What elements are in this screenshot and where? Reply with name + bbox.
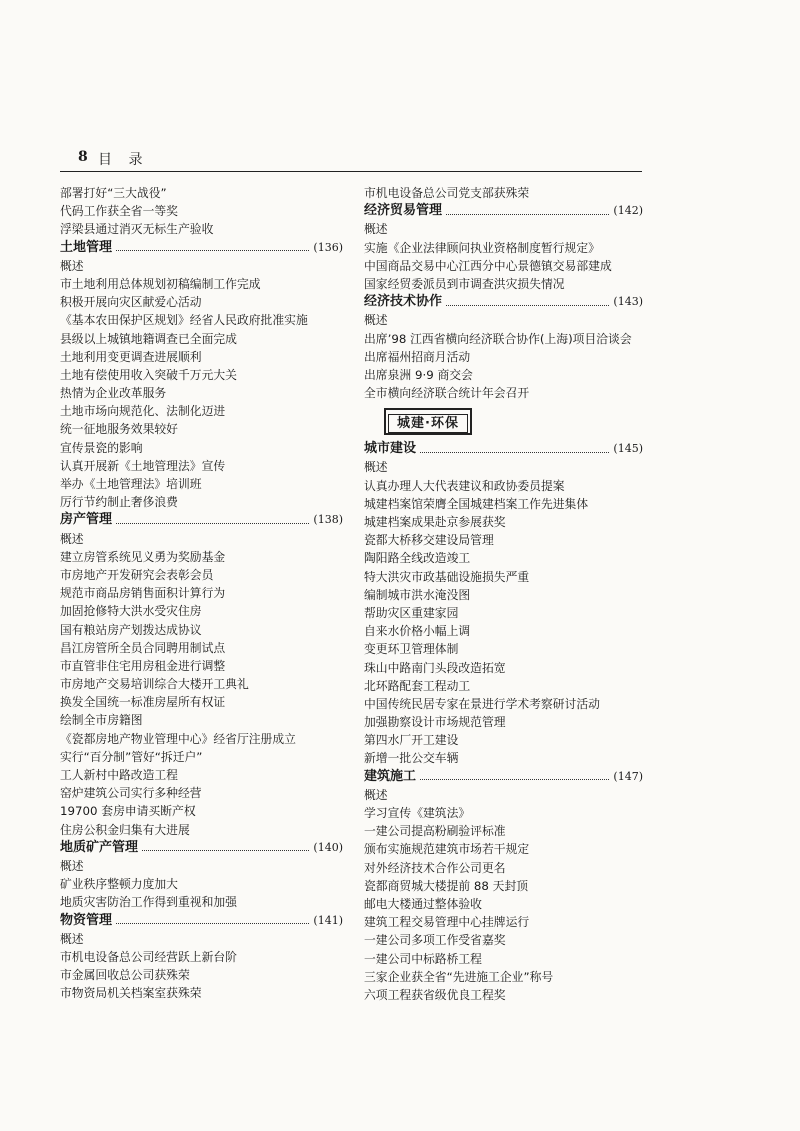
toc-item[interactable]: 地质灾害防治工作得到重视和加强 bbox=[60, 895, 237, 910]
section-title: 房产管理 bbox=[60, 512, 113, 528]
toc-item[interactable]: 新增一批公交车辆 bbox=[364, 751, 459, 766]
toc-item[interactable]: 积极开展向灾区献爱心活动 bbox=[60, 295, 202, 310]
toc-item[interactable]: 统一征地服务效果较好 bbox=[60, 422, 178, 437]
toc-item[interactable]: 概述 bbox=[60, 931, 84, 946]
toc-item[interactable]: 举办《土地管理法》培训班 bbox=[60, 477, 202, 491]
dot-leader bbox=[116, 923, 309, 924]
toc-item[interactable]: 瓷都商贸城大楼提前 88 天封顶 bbox=[364, 878, 529, 893]
dot-leader bbox=[142, 850, 309, 851]
toc-item[interactable]: 部署打好“三大战役” bbox=[60, 186, 167, 200]
toc-item[interactable]: 颁布实施规范建筑市场若干规定 bbox=[364, 842, 530, 857]
dot-leader bbox=[446, 305, 609, 306]
toc-item[interactable]: 认真办理人大代表建议和政协委员提案 bbox=[364, 478, 565, 493]
toc-item[interactable]: 19700 套房申请买断产权 bbox=[60, 804, 196, 819]
toc-item[interactable]: 编制城市洪水淹没图 bbox=[364, 587, 471, 602]
toc-item[interactable]: 陶阳路全线改造竣工 bbox=[364, 551, 471, 566]
page-header bbox=[60, 149, 642, 172]
toc-item[interactable]: 六项工程获省级优良工程奖 bbox=[364, 987, 506, 1002]
toc-item[interactable]: 概述 bbox=[364, 787, 388, 802]
section-page-number: (143) bbox=[613, 295, 643, 309]
toc-item[interactable]: 建筑工程交易管理中心挂牌运行 bbox=[364, 915, 530, 930]
toc-item[interactable]: 一建公司中标路桥工程 bbox=[364, 951, 482, 966]
toc-item[interactable]: 《瓷都房地产物业管理中心》经省厅注册成立 bbox=[60, 731, 296, 746]
section-page-number: (145) bbox=[613, 442, 643, 456]
toc-item[interactable]: 县级以上城镇地籍调查已全面完成 bbox=[60, 331, 237, 346]
toc-item[interactable]: 市物资局机关档案室获殊荣 bbox=[60, 986, 202, 1001]
dot-leader bbox=[420, 452, 609, 453]
toc-item[interactable]: 国家经贸委派员到市调查洪灾损失情况 bbox=[364, 276, 565, 291]
toc-item[interactable]: 城建档案馆荣膺全国城建档案工作先进集体 bbox=[364, 496, 589, 511]
toc-item[interactable]: 加固抢修特大洪水受灾住房 bbox=[60, 604, 202, 619]
toc-item[interactable]: 工人新村中路改造工程 bbox=[60, 768, 178, 782]
section-title: 物资管理 bbox=[60, 912, 113, 928]
toc-item[interactable]: 珠山中路南门头段改造拓宽 bbox=[364, 660, 506, 675]
section-page-number: (136) bbox=[313, 240, 343, 254]
toc-item[interactable]: 土地有偿使用收入突破千万元大关 bbox=[60, 367, 237, 382]
category-banner-row bbox=[364, 402, 643, 440]
toc-item[interactable]: 浮梁县通过消灭无标生产验收 bbox=[60, 222, 214, 237]
toc-item[interactable]: 全市横向经济联合统计年会召开 bbox=[364, 386, 530, 401]
toc-item[interactable]: 特大洪灾市政基础设施损失严重 bbox=[364, 569, 530, 584]
toc-item[interactable]: 对外经济技术合作公司更名 bbox=[364, 860, 506, 875]
section-title: 地质矿产管理 bbox=[60, 839, 139, 855]
dot-leader bbox=[446, 214, 609, 215]
section-title: 城市建设 bbox=[364, 441, 417, 457]
toc-item[interactable]: 昌江房管所全员合同聘用制试点 bbox=[60, 640, 226, 655]
toc-item[interactable]: 加强勘察设计市场规范管理 bbox=[364, 715, 506, 730]
toc-section[interactable] bbox=[364, 202, 643, 220]
toc-item[interactable]: 矿业秩序整顿力度加大 bbox=[60, 877, 178, 892]
toc-section[interactable] bbox=[364, 293, 643, 311]
toc-item[interactable]: 城建档案成果赴京参展获奖 bbox=[364, 515, 506, 529]
toc-item[interactable]: 中国传统民居专家在景进行学术考察研讨活动 bbox=[364, 696, 600, 711]
toc-item[interactable]: 市金属回收总公司获殊荣 bbox=[60, 968, 190, 983]
toc-section[interactable] bbox=[60, 839, 343, 857]
toc-item[interactable]: 规范市商品房销售面积计算行为 bbox=[60, 586, 226, 601]
category-banner-label: 城建·环保 bbox=[388, 414, 468, 433]
section-title: 土地管理 bbox=[60, 239, 113, 255]
toc-item[interactable]: 绘制全市房籍图 bbox=[60, 713, 143, 728]
toc-item[interactable]: 出席泉洲 9·9 商交会 bbox=[364, 367, 473, 382]
toc-item[interactable]: 宣传景瓷的影响 bbox=[60, 440, 143, 455]
left-column bbox=[60, 184, 343, 1002]
right-column bbox=[364, 184, 643, 1004]
category-banner bbox=[384, 408, 472, 435]
section-page-number: (141) bbox=[313, 913, 343, 927]
toc-item[interactable]: 市机电设备总公司党支部获殊荣 bbox=[364, 186, 530, 200]
dot-leader bbox=[420, 779, 609, 780]
toc-item[interactable]: 概述 bbox=[60, 258, 84, 273]
toc-item[interactable]: 学习宣传《建筑法》 bbox=[364, 806, 471, 820]
toc-item[interactable]: 《基本农田保护区规划》经省人民政府批准实施 bbox=[60, 313, 308, 328]
toc-item[interactable]: 市房地产交易培训综合大楼开工典礼 bbox=[60, 677, 249, 692]
toc-section[interactable] bbox=[364, 440, 643, 458]
toc-item[interactable]: 实行“百分制”管好“拆迁户” bbox=[60, 749, 203, 764]
toc-item[interactable]: 建立房管系统见义勇为奖励基金 bbox=[60, 549, 226, 564]
toc-item[interactable]: 帮助灾区重建家园 bbox=[364, 605, 459, 620]
toc-item[interactable]: 出席’98 江西省横向经济联合协作(上海)项目洽谈会 bbox=[364, 331, 632, 346]
toc-item[interactable]: 土地市场向规范化、法制化迈进 bbox=[60, 404, 226, 419]
page-number: 8 bbox=[78, 149, 88, 165]
section-page-number: (140) bbox=[313, 840, 343, 854]
toc-item[interactable]: 变更环卫管理体制 bbox=[364, 642, 459, 657]
toc-item[interactable]: 出席福州招商月活动 bbox=[364, 349, 471, 364]
toc-item[interactable]: 概述 bbox=[364, 313, 388, 328]
toc-item[interactable]: 认真开展新《土地管理法》宣传 bbox=[60, 458, 226, 473]
toc-item[interactable]: 实施《企业法律顾问执业资格制度暂行规定》 bbox=[364, 240, 600, 255]
section-page-number: (142) bbox=[613, 204, 643, 218]
toc-item[interactable]: 中国商品交易中心江西分中心景德镇交易部建成 bbox=[364, 258, 612, 273]
toc-item[interactable]: 国有粮站房产划拨达成协议 bbox=[60, 622, 202, 637]
toc-item[interactable]: 代码工作获全省一等奖 bbox=[60, 204, 178, 219]
toc-item[interactable]: 市房地产开发研究会表彰会员 bbox=[60, 567, 214, 582]
section-page-number: (147) bbox=[613, 769, 643, 783]
toc-section[interactable] bbox=[60, 239, 343, 257]
toc-item[interactable]: 市直管非住宅用房租金进行调整 bbox=[60, 658, 226, 673]
page-title: 目 录 bbox=[98, 152, 149, 168]
dot-leader bbox=[116, 250, 309, 251]
section-page-number: (138) bbox=[313, 513, 343, 527]
toc-item[interactable]: 厉行节约制止奢侈浪费 bbox=[60, 495, 178, 510]
dot-leader bbox=[116, 523, 309, 524]
toc-item[interactable]: 北环路配套工程动工 bbox=[364, 678, 471, 693]
toc-item[interactable]: 换发全国统一标准房屋所有权证 bbox=[60, 695, 226, 710]
toc-item[interactable]: 概述 bbox=[364, 460, 388, 475]
toc-item[interactable]: 热情为企业改革服务 bbox=[60, 386, 167, 401]
toc-section[interactable] bbox=[60, 912, 343, 930]
toc-item[interactable]: 窑炉建筑公司实行多种经营 bbox=[60, 786, 202, 801]
toc-item[interactable]: 住房公积金归集有大进展 bbox=[60, 822, 190, 837]
toc-item[interactable]: 瓷都大桥移交建设局管理 bbox=[364, 533, 494, 548]
section-title: 建筑施工 bbox=[364, 768, 417, 784]
toc-item[interactable]: 市机电设备总公司经营跃上新台阶 bbox=[60, 949, 237, 964]
toc-item[interactable]: 概述 bbox=[60, 531, 84, 546]
toc-item[interactable]: 市土地利用总体规划初稿编制工作完成 bbox=[60, 276, 261, 291]
toc-item[interactable]: 邮电大楼通过整体验收 bbox=[364, 896, 482, 911]
toc-item[interactable]: 一建公司多项工作受省嘉奖 bbox=[364, 933, 506, 948]
section-title: 经济贸易管理 bbox=[364, 203, 443, 219]
toc-item[interactable]: 概述 bbox=[60, 858, 84, 873]
toc-item[interactable]: 第四水厂开工建设 bbox=[364, 733, 459, 748]
section-title: 经济技术协作 bbox=[364, 294, 443, 310]
toc-section[interactable] bbox=[364, 768, 643, 786]
toc-item[interactable]: 概述 bbox=[364, 222, 388, 237]
toc-section[interactable] bbox=[60, 511, 343, 529]
toc-item[interactable]: 一建公司提高粉刷验评标准 bbox=[364, 824, 506, 839]
toc-item[interactable]: 自来水价格小幅上调 bbox=[364, 624, 471, 639]
toc-item[interactable]: 三家企业获全省“先进施工企业”称号 bbox=[364, 969, 554, 984]
toc-item[interactable]: 土地利用变更调查进展顺利 bbox=[60, 349, 202, 364]
